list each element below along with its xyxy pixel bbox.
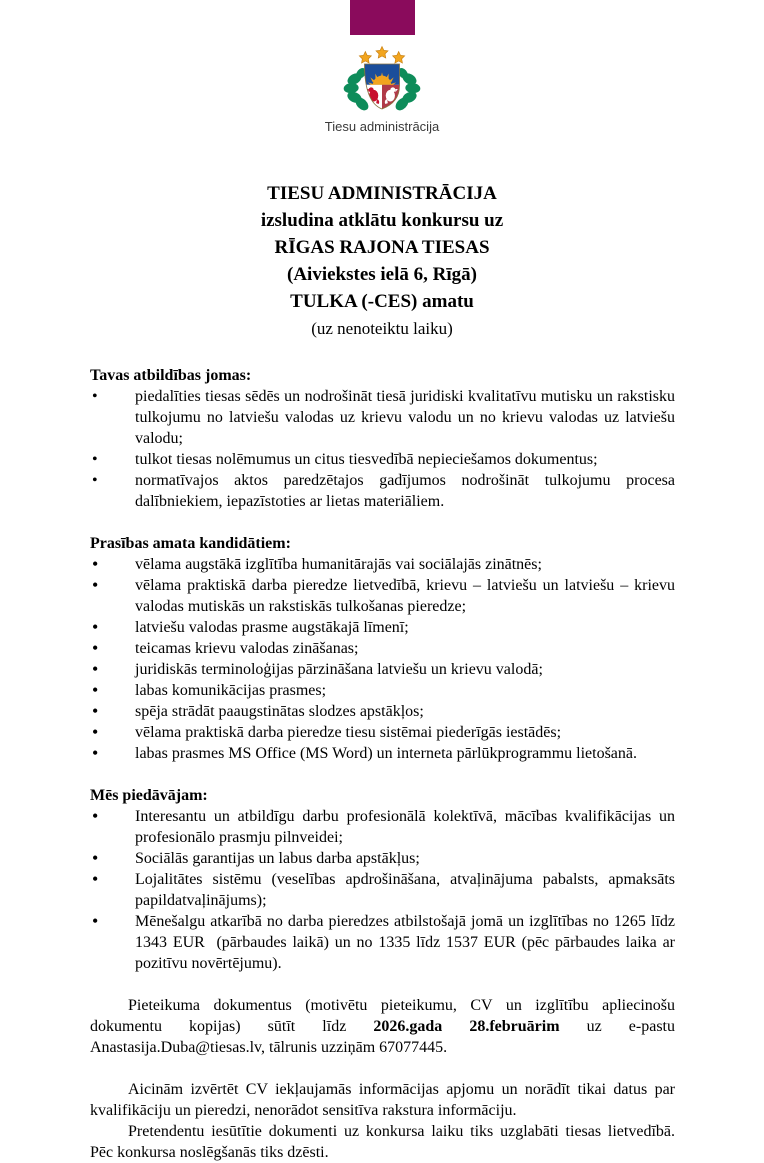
list-item: • teicamas krievu valodas zināšanas; [90, 638, 675, 659]
list-item: • vēlama praktiskā darba pieredze tiesu sistēmai piederīgās iestādēs; [90, 722, 675, 743]
title-line-2: izsludina atklātu konkursu uz [260, 210, 504, 231]
list-item: • labas prasmes MS Office (MS Word) un interneta pārlūkprogrammu lietošanā. [90, 743, 675, 764]
logo-caption: Tiesu administrācija [324, 119, 440, 134]
maroon-banner [350, 0, 415, 35]
list-item: • piedalīties tiesas sēdēs un nodrošināt tiesā juridiski kvalitatīvu mutisku un rakstisku tulkojumu no latviešu valodas uz krievu valodu un no krievu valodas uz latviešu valodu; [90, 386, 675, 449]
section-offer [90, 785, 675, 974]
list-item: • latviešu valodas prasme augstākajā līmenī; [90, 617, 675, 638]
title-line-5: TULKA (-CES) amatu [290, 291, 474, 312]
bullet-list [90, 386, 675, 512]
title-line-3: RĪGAS RAJONA TIESAS [274, 237, 490, 258]
list-item: • tulkot tiesas nolēmumus un citus tiesvedībā nepieciešamos dokumentus; [90, 449, 675, 470]
section-requirements [90, 533, 675, 764]
list-item: • Mēnešalgu atkarībā no darba pieredzes atbilstošajā jomā un izglītības no 1265 līdz 1343 EUR (pārbaudes laikā) un no 1335 līdz 1537 EUR (pēc pārbaudes laika ar pozitīvu novērtējumu). [90, 911, 675, 974]
list-item: • Sociālās garantijas un labus darba apstākļus; [90, 848, 675, 869]
list-item: • normatīvajos aktos paredzētajos gadījumos nodrošināt tulkojumu procesa dalībniekiem, iepazīstoties ar lietas materiāliem. [90, 470, 675, 512]
logo [0, 44, 764, 134]
list-item: • labas komunikācijas prasmes; [90, 680, 675, 701]
list-item: • juridiskās terminoloģijas pārzināšana latviešu un krievu valodā; [90, 659, 675, 680]
cv-note-paragraph: Aicinām izvērtēt CV iekļaujamās informācijas apjomu un norādīt tikai datus par kvalifikāciju un pieredzi, nenorādot sensitīva rakstura informāciju. [90, 1081, 675, 1119]
title-line-4: (Aiviekstes ielā 6, Rīgā) [287, 264, 477, 285]
list-item: • spēja strādāt paaugstinātas slodzes apstākļos; [90, 701, 675, 722]
coat-of-arms-icon [340, 44, 424, 114]
retention-paragraph: Pretendentu iesūtītie dokumenti uz konkursa laiku tiks uzglabāti tiesas lietvedībā. Pēc konkursa noslēgšanās tiks dzēsti. [90, 1123, 675, 1161]
bullet-list [90, 554, 675, 764]
application-deadline: 2026.gada 28.februārim [373, 1018, 560, 1035]
application-paragraph [90, 995, 675, 1058]
bullet-list [90, 806, 675, 974]
section-responsibilities [90, 365, 675, 512]
section-heading: Prasības amata kandidātiem: [90, 535, 291, 552]
list-item: • Interesantu un atbildīgu darbu profesionālā kolektīvā, mācības kvalifikācijas un profesionālo prasmju pilnveidei; [90, 806, 675, 848]
application-text-after: uz e-pastu Anastasija.Duba@tiesas.lv, tālrunis uzziņām 67077445. [90, 1018, 675, 1056]
title-line-1: TIESU ADMINISTRĀCIJA [267, 183, 497, 204]
closing-paragraphs [90, 995, 675, 1163]
list-item: • vēlama praktiskā darba pieredze lietvedībā, krievu – latviešu un latviešu – krievu valodas mutiskās un rakstiskās tulkošanas pieredze; [90, 575, 675, 617]
application-text-before: Pieteikuma dokumentus (motivētu pieteikumu, CV un izglītību apliecinošu dokumentu kopijas) sūtīt līdz [90, 997, 675, 1035]
document-body [90, 365, 675, 1163]
section-heading: Mēs piedāvājam: [90, 787, 208, 804]
list-item: • Lojalitātes sistēmu (veselības apdrošināšana, atvaļinājuma pabalsts, apmaksāts papildatvaļinājums); [90, 869, 675, 911]
title-block [0, 180, 764, 341]
title-subtitle: (uz nenoteiktu laiku) [311, 319, 453, 338]
list-item: • vēlama augstākā izglītība humanitārajās vai sociālajās zinātnēs; [90, 554, 675, 575]
section-heading: Tavas atbildības jomas: [90, 367, 252, 384]
